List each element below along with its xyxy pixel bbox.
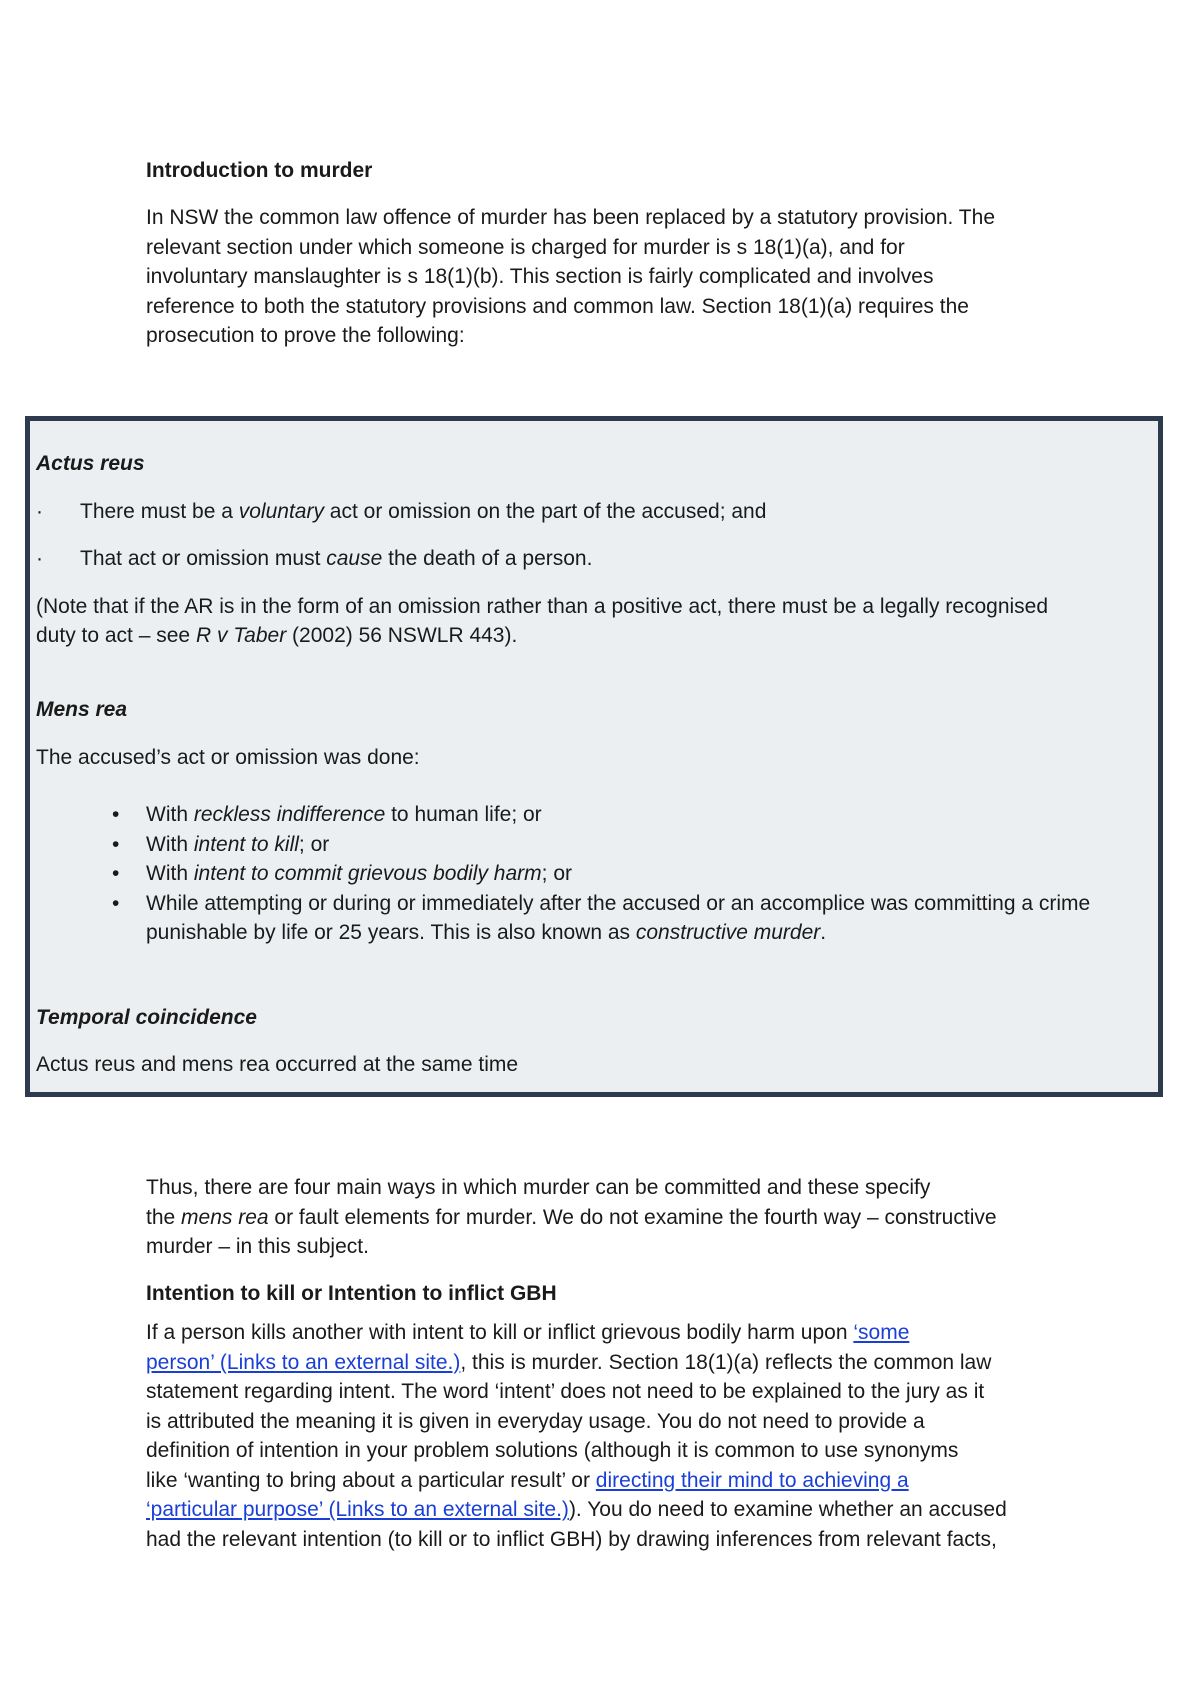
text-run: . (820, 921, 827, 944)
paragraph-line: had the relevant intention (to kill or to inflict GBH) by drawing inferences from relevant facts, (146, 1527, 997, 1551)
paragraph-line (146, 1495, 1076, 1525)
temporal-coincidence-text: Actus reus and mens rea occurred at the same time (36, 1053, 519, 1076)
intro-line: In NSW the common law offence of murder has been replaced by a statutory provision. The (146, 206, 995, 229)
text-run: to human life; or (385, 803, 542, 826)
text-run: (2002) 56 NSWLR 443). (286, 624, 518, 647)
section-heading-intention: Intention to kill or Intention to inflict GBH (146, 1282, 557, 1305)
bullet-icon: • (112, 832, 120, 856)
list-item (36, 800, 1090, 830)
text-run: like ‘wanting to bring about a particular result’ or (146, 1468, 596, 1492)
intro-line: involuntary manslaughter is s 18(1)(b). This section is fairly complicated and involves (146, 265, 934, 288)
intro-line: prosecution to prove the following: (146, 324, 465, 347)
mens-rea-list (36, 800, 1090, 948)
text-run: There must be a (80, 500, 239, 523)
text-run: act or omission on the part of the accused; and (323, 500, 767, 523)
emphasis: intent to kill (193, 832, 299, 856)
list-item (36, 889, 1090, 948)
mens-rea-heading: Mens rea (36, 698, 128, 721)
text-run: the (146, 1205, 182, 1229)
list-item (36, 830, 1090, 860)
four-ways-paragraph (146, 1173, 1076, 1262)
temporal-coincidence-heading: Temporal coincidence (36, 1006, 257, 1029)
emphasis: mens rea (181, 1205, 269, 1229)
particular-purpose-link-continued[interactable]: ‘particular purpose’ (Links to an external site.) (146, 1498, 569, 1521)
emphasis: voluntary (238, 500, 324, 523)
text-run: or fault elements for murder. We do not examine the fourth way – constructive (268, 1205, 997, 1229)
text-run: That act or omission must (80, 547, 327, 570)
intention-paragraph (146, 1318, 1076, 1554)
bullet-icon: • (112, 803, 120, 826)
emphasis: constructive murder (635, 921, 821, 944)
paragraph-line (146, 1318, 1076, 1348)
paragraph-line: Thus, there are four main ways in which murder can be committed and these specify (146, 1176, 931, 1199)
dot-bullet-icon: · (36, 500, 43, 523)
text-run: While attempting or during or immediately after the accused or an accomplice was committing a crime (146, 891, 1091, 915)
emphasis: reckless indifference (193, 803, 386, 826)
text-run: ; or (541, 862, 572, 885)
text-run: If a person kills another with intent to kill or inflict grievous bodily harm upon (146, 1321, 854, 1344)
emphasis: intent to commit grievous bodily harm (193, 862, 542, 885)
mens-rea-intro: The accused’s act or omission was done: (36, 746, 420, 769)
paragraph-line (146, 1203, 1076, 1233)
paragraph-line (146, 1348, 1076, 1378)
paragraph-line: is attributed the meaning it is given in everyday usage. You do not need to provide a (146, 1409, 925, 1433)
paragraph-line: murder – in this subject. (146, 1235, 369, 1258)
paragraph-line: statement regarding intent. The word ‘intent’ does not need to be explained to the jury as it (146, 1380, 985, 1403)
elements-box (25, 416, 1163, 1097)
text-run: With (146, 862, 194, 885)
intro-paragraph (146, 203, 1076, 351)
some-person-link-continued[interactable]: person’ (Links to an external site.) (146, 1350, 461, 1374)
text-run: punishable by life or 25 years. This is also known as (146, 921, 636, 944)
bullet-icon: • (112, 862, 120, 885)
text-run: , this is murder. Section 18(1)(a) reflects the common law (460, 1350, 992, 1374)
text-run: With (146, 803, 194, 826)
note-line (36, 621, 517, 651)
text-run: the death of a person. (382, 547, 593, 570)
text-run: ; or (298, 832, 330, 856)
paragraph-line: definition of intention in your problem solutions (although it is common to use synonyms (146, 1439, 959, 1462)
section-heading-introduction: Introduction to murder (146, 159, 373, 182)
list-item (36, 859, 1090, 889)
intro-line: reference to both the statutory provisions and common law. Section 18(1)(a) requires the (146, 294, 969, 318)
actus-reus-heading: Actus reus (36, 452, 145, 475)
particular-purpose-link[interactable]: directing their mind to achieving a (595, 1468, 909, 1492)
text-run: ). You do need to examine whether an accused (568, 1498, 1007, 1521)
emphasis: cause (326, 547, 383, 570)
bullet-icon: • (112, 891, 120, 915)
text-run: With (146, 832, 194, 856)
some-person-link[interactable]: ‘some (853, 1321, 910, 1344)
case-citation: R v Taber (195, 624, 287, 647)
dot-bullet-icon: · (36, 547, 43, 570)
intro-line: relevant section under which someone is charged for murder is s 18(1)(a), and for (146, 235, 905, 259)
paragraph-line (146, 1466, 1076, 1496)
note-line: (Note that if the AR is in the form of an omission rather than a positive act, there must be a legally recognised (36, 595, 1049, 618)
text-run: duty to act – see (36, 624, 196, 647)
